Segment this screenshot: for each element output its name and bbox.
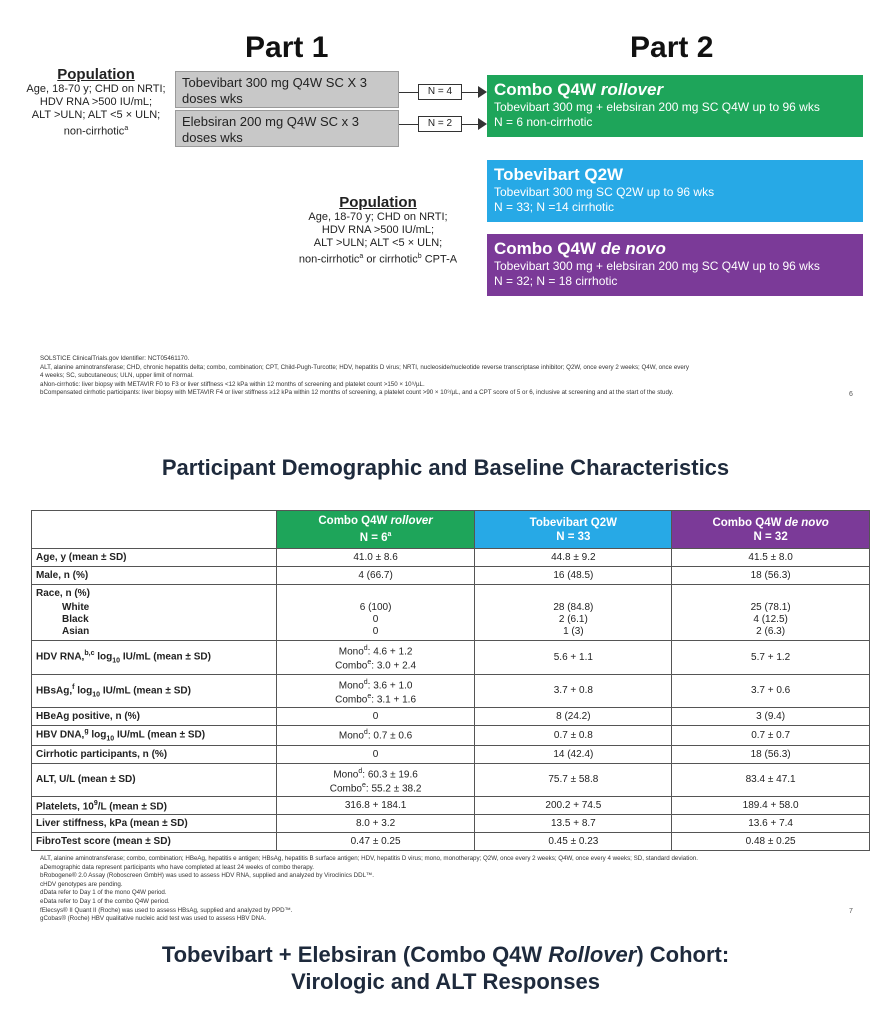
population-2-line: non-cirrhotic$^a$ or cirrhotic$^b$ CPT-A [298,253,458,266]
cell: 41.0 ± 8.6 [276,549,475,567]
cell: 44.8 ± 9.2 [475,549,672,567]
row-label: Race, n (%) White Black Asian [32,585,277,641]
part1-tobevibart-box: Tobevibart 300 mg Q4W SC X 3 doses wks [175,71,399,108]
cohort-rollover-line1: Tobevibart 300 mg + elebsiran 200 mg SC Q4W up to 96 wks [494,100,820,114]
cell: Mono$^d$: 0.7 ± 0.6 [276,726,475,745]
cell: 25 (78.1) 4 (12.5) 2 (6.3) [672,585,870,641]
population-2-text [286,211,470,267]
table-row [32,674,870,708]
bottom-slide-title: Tobevibart + Elebsiran (Combo Q4W Rollover) Cohort: Virologic and ALT Responses [161,942,730,994]
cell: 14 (42.4) [475,745,672,763]
table-row [32,815,870,833]
footnotes-slide-1 [40,355,840,398]
footnote: aNon-cirrhotic: liver biopsy with METAVIR F0 to F3 or liver stiffness <12 kPa within 12 months of screening and platelet count >150 × 10⁹/µL. [40,380,425,388]
row-label: Male, n (%) [32,567,277,585]
footnote: eData refer to Day 1 of the combo Q4W period. [40,897,170,905]
cell: 41.5 ± 8.0 [672,549,870,567]
cell: 189.4 + 58.0 [672,797,870,815]
page-number: 6 [849,391,853,398]
cohort-q2w-line2: N = 33; N =14 cirrhotic [494,200,615,214]
cell: 0.48 ± 0.25 [672,833,870,851]
arrow-right-icon [478,118,487,130]
table-row [32,549,870,567]
cell: 3.7 + 0.6 [672,674,870,708]
footnote: dData refer to Day 1 of the mono Q4W period. [40,889,167,897]
connector-line [399,124,418,125]
table-corner [32,511,277,549]
row-label: Age, y (mean ± SD) [32,549,277,567]
header-denovo: Combo Q4W de novo N = 32 [672,511,870,549]
cell: 0.7 ± 0.8 [475,726,672,745]
arrow-right-icon [478,86,487,98]
row-label: HBsAg,$^f$ $\log_{10} IU/mL$ (mean ± SD) [32,674,277,708]
footnotes-slide-2 [40,855,840,924]
connector-line [462,92,478,93]
cohort-q2w-line1: Tobevibart 300 mg SC Q2W up to 96 wks [494,185,715,199]
cell: 75.7 ± 58.8 [475,763,672,797]
cell: 0 [276,745,475,763]
cell: Mono$^d$: 3.6 + 1.0 Combo$^e$: 3.1 + 1.6 [276,674,475,708]
row-label: Liver stiffness, kPa (mean ± SD) [32,815,277,833]
cell: 5.6 + 1.1 [475,641,672,675]
footnote: gCobas® (Roche) HBV qualitative nucleic acid test was used to assess HBV DNA. [40,915,267,923]
part2-title: Part 2 [630,31,714,64]
connector-line [462,124,478,125]
cell: 0.45 ± 0.23 [475,833,672,851]
cell: 316.8 + 184.1 [276,797,475,815]
footnote: bRobogene® 2.0 Assay (Roboscreen GmbH) was used to assess HDV RNA, supplied and analyzed by Viroclinics DDL™. [40,872,374,880]
cell: 13.5 + 8.7 [475,815,672,833]
demographics-table [31,510,870,851]
population-1-line: HDV RNA >500 IU/mL; [39,96,153,108]
table-row [32,797,870,815]
cell: 16 (48.5) [475,567,672,585]
table-row [32,745,870,763]
row-label: Cirrhotic participants, n (%) [32,745,277,763]
header-q2w: Tobevibart Q2W N = 33 [475,511,672,549]
cell: 18 (56.3) [672,745,870,763]
footnote: cHDV genotypes are pending. [40,880,123,888]
cohort-q2w-title: Tobevibart Q2W [494,165,624,184]
population-1-text [12,83,180,139]
section-title: Participant Demographic and Baseline Characteristics [161,455,730,480]
population-2-line: ALT >ULN; ALT <5 × ULN; [313,237,443,249]
cell: 0 [276,708,475,726]
row-label: HDV RNA,$^{b,c}$ $\log_{10} IU/mL$ (mean ± SD) [32,641,277,675]
table-row [32,567,870,585]
cell: 8 (24.2) [475,708,672,726]
population-1-title: Population [57,66,135,83]
cohort-denovo-title: Combo Q4W de novo [494,239,666,258]
n-count-badge: N = 4 [418,84,462,100]
cell: 5.7 + 1.2 [672,641,870,675]
n-count-badge: N = 2 [418,116,462,132]
cell: 6 (100) 0 0 [276,585,475,641]
table-row [32,833,870,851]
row-label: FibroTest score (mean ± SD) [32,833,277,851]
row-label: ALT, U/L (mean ± SD) [32,763,277,797]
footnote: aDemographic data represent participants who have completed at least 24 weeks of combo therapy. [40,863,315,871]
cohort-rollover-box [487,75,863,137]
row-label: HBV DNA,$^g$ $\log_{10} IU/mL$ (mean ± SD) [32,726,277,745]
table-row [32,708,870,726]
table-row [32,585,870,641]
population-1-line: ALT >ULN; ALT <5 × ULN; [31,109,161,121]
cell: Mono$^d$: 4.6 + 1.2 Combo$^e$: 3.0 + 2.4 [276,641,475,675]
part1-title: Part 1 [245,31,329,64]
header-rollover: Combo Q4W rollover $N = 6^a$ [276,511,475,549]
table-row [32,726,870,745]
cohort-denovo-line2: N = 32; N = 18 cirrhotic [494,274,618,288]
population-1-line: non-cirrhotic$^a$ [63,125,129,138]
page-number: 7 [849,908,853,915]
table-row [32,641,870,675]
population-1 [12,66,180,139]
cell: Mono$^d$: 60.3 ± 19.6 Combo$^e$: 55.2 ± 38.2 [276,763,475,797]
footnote: ALT, alanine aminotransferase; CHD, chronic hepatitis delta; combo, combination; CPT, Child-Pugh-Turcotte; HDV, hepatitis D virus; NRTI, nucleoside/nucleotide reverse transcriptase inhibitor; Q2W, once every 2 weeks; Q4W, once every [40,363,689,371]
cohort-rollover-title: Combo Q4W rollover [494,80,664,99]
cell: 8.0 + 3.2 [276,815,475,833]
population-1-line: Age, 18-70 y; CHD on NRTI; [26,83,166,95]
footnote: ALT, alanine aminotransferase; combo, combination; HBeAg, hepatitis e antigen; HBsAg, hepatitis B surface antigen; HDV, hepatitis D virus; mono, monotherapy; Q2W, once every 2 weeks; Q4W, once every 4 weeks; SD, standard deviation. [40,855,698,862]
connector-line [399,92,418,93]
cell: 3.7 + 0.8 [475,674,672,708]
population-2-title: Population [339,194,417,211]
cell: 4 (66.7) [276,567,475,585]
table-row [32,763,870,797]
cell: 200.2 + 74.5 [475,797,672,815]
cell: 18 (56.3) [672,567,870,585]
population-2-line: HDV RNA >500 IU/mL; [321,224,435,236]
cell: 0.47 ± 0.25 [276,833,475,851]
cell: 3 (9.4) [672,708,870,726]
footnote: 4 weeks; SC, subcutaneous; ULN, upper limit of normal. [40,372,194,380]
cell: 13.6 + 7.4 [672,815,870,833]
population-2 [286,194,470,267]
footnote: SOLSTICE ClinicalTrials.gov Identifier: NCT05461170. [40,355,190,362]
cohort-q2w-box [487,160,863,222]
cohort-rollover-line2: N = 6 non-cirrhotic [494,115,593,129]
cohort-denovo-line1: Tobevibart 300 mg + elebsiran 200 mg SC Q4W up to 96 wks [494,259,820,273]
cohort-denovo-box [487,234,863,296]
footnote: bCompensated cirrhotic participants: liver biopsy with METAVIR F4 or liver stiffness ≥12 kPa within 12 months of screening, a platelet count >90 × 10⁹/µL, and a CPT score of 5 or 6, inclusive at screening and at the start of the study. [40,389,674,397]
cell: 28 (84.8) 2 (6.1) 1 (3) [475,585,672,641]
row-label: HBeAg positive, n (%) [32,708,277,726]
footnote: fElecsys® II Quant II (Roche) was used to assess HBsAg, supplied and analyzed by PPD™. [40,906,293,914]
row-label: Platelets, $10^9/L$ (mean ± SD) [32,797,277,815]
part1-elebsiran-box: Elebsiran 200 mg Q4W SC x 3 doses wks [175,110,399,147]
population-2-line: Age, 18-70 y; CHD on NRTI; [308,211,448,223]
cell: 83.4 ± 47.1 [672,763,870,797]
table-header-row [32,511,870,549]
cell: 0.7 ± 0.7 [672,726,870,745]
